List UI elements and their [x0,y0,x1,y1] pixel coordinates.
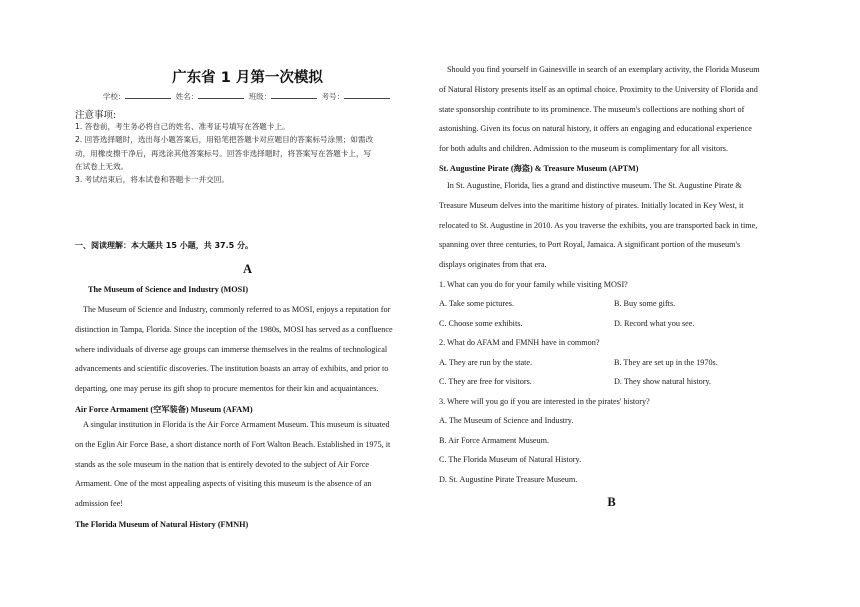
paragraph-line: stands as the sole museum in the nation that is entirely devoted to the subject of Air Force [75,459,370,469]
paragraph-line: Should you find yourself in Gainesville in search of an exemplary activity, the Florida Museum [447,65,760,74]
paragraph-line: for both adults and children. Admission to the museum is complimentary for all visitors. [439,144,729,154]
notice-item: 2. 回答选择题时，选出每小题答案后，用铅笔把答题卡对应题目的答案标号涂黑；如需改 [75,135,374,145]
aptm-paragraph [439,176,789,275]
paragraph-line: astonishing. Given its focus on natural history, it offers an engaging and educational experience [439,124,752,134]
name-label: 姓名： [175,92,199,101]
class-label: 班级： [248,92,272,101]
question-3-option-d: D. St. Augustine Pirate Treasure Museum. [439,475,578,484]
paragraph-line: on the Eglin Air Force Base, a short distance north of Fort Walton Beach. Established in 1975, it [75,439,391,449]
passage-b-letter: B [607,495,616,509]
notice-item: 1. 答卷前，考生务必将自己的姓名、准考证号填写在答题卡上。 [75,122,290,131]
afam-heading: Air Force Armament (空军装备) Museum (AFAM) [75,405,253,414]
question-2-option-d: D. They show natural history. [614,377,712,386]
number-blank [344,90,390,99]
name-blank [198,90,244,99]
paragraph-line: departing, one may peruse its gift shop to procure mementos for their kin and acquaintances. [75,384,379,394]
question-1-option-a: A. Take some pictures. [439,299,514,308]
paragraph-line: advancements and scientific discoveries. The institution boasts an array of exhibits, and prior to [75,364,389,374]
question-3-option-b: B. Air Force Armament Museum. [439,436,550,445]
paragraph-line: where individuals of diverse age groups can immerse themselves in the realms of technological [75,344,388,354]
notice-heading: 注意事项: [75,110,117,121]
question-1-option-c: C. Choose some exhibits. [439,319,523,328]
exam-title: 广东省 1 月第一次模拟 [172,70,323,86]
paragraph-line: distinction in Tampa, Florida. Since the inception of the 1980s, MOSI has served as a confluence [75,324,393,334]
question-2-stem: 2. What do AFAM and FMNH have in common? [439,338,600,347]
paragraph-line: The Museum of Science and Industry, commonly referred to as MOSI, enjoys a reputation for [83,305,391,314]
paragraph-line: of Natural History presents itself as an optimal choice. Proximity to the University of Florida and [439,84,758,94]
aptm-heading: St. Augustine Pirate (海盗) & Treasure Museum (APTM) [439,164,639,173]
class-blank [271,90,317,99]
paragraph-line: state sponsorship contribute to its prominence. The museum's collections are nothing short of [439,104,745,114]
student-info-line [75,90,420,102]
question-1-option-b: B. Buy some gifts. [614,299,676,308]
afam-paragraph [75,415,420,514]
paragraph-line: In St. Augustine, Florida, lies a grand and distinctive museum. The St. Augustine Pirate & [447,181,742,190]
question-1-stem: 1. What can you do for your family while visiting MOSI? [439,280,628,289]
passage-a-letter: A [242,262,253,276]
notice-item: 动，用橡皮擦干净后，再选涂其他答案标号。回答非选择题时，将答案写在答题卡上，写 [75,148,372,158]
notice-list [75,120,420,186]
school-blank [125,90,171,99]
school-label: 学校： [102,92,126,101]
question-3-option-c: C. The Florida Museum of Natural History. [439,455,582,464]
fmnh-paragraph [439,60,789,159]
question-3-stem: 3. Where will you go if you are interested in the pirates' history? [439,397,650,406]
question-3-option-a: A. The Museum of Science and Industry. [439,416,574,425]
paragraph-line: Treasure Museum delves into the maritime history of pirates. Initially located in Key West, it [439,200,744,210]
notice-item: 在试卷上无效。 [75,161,129,171]
paragraph-line: Armament. One of the most appealing aspects of visiting this museum is the absence of an [75,479,372,489]
mosi-paragraph [75,300,420,399]
question-2-option-c: C. They are free for visitors. [439,377,532,386]
paragraph-line: displays originates from that era. [439,260,547,270]
paragraph-line: relocated to St. Augustine in 2010. As you traverse the exhibits, you are transported back in time, [439,220,758,230]
question-2-option-a: A. They are run by the state. [439,358,533,367]
question-2-option-b: B. They are set up in the 1970s. [614,358,718,367]
paragraph-line: admission fee! [75,499,123,509]
notice-item: 3. 考试结束后，将本试卷和答题卡一并交回。 [75,175,229,185]
mosi-heading: The Museum of Science and Industry (MOSI) [88,285,249,294]
number-label: 考号： [321,92,345,101]
question-1-option-d: D. Record what you see. [614,319,695,328]
fmnh-heading: The Florida Museum of Natural History (FMNH) [75,520,249,529]
paragraph-line: A singular institution in Florida is the Air Force Armament Museum. This museum is situated [83,420,390,429]
section-heading: 一、阅读理解：本大题共 15 小题，共 37.5 分。 [75,241,254,250]
paragraph-line: spanning over three centuries, to Port Royal, Jamaica. A significant portion of the museum's [439,240,741,250]
